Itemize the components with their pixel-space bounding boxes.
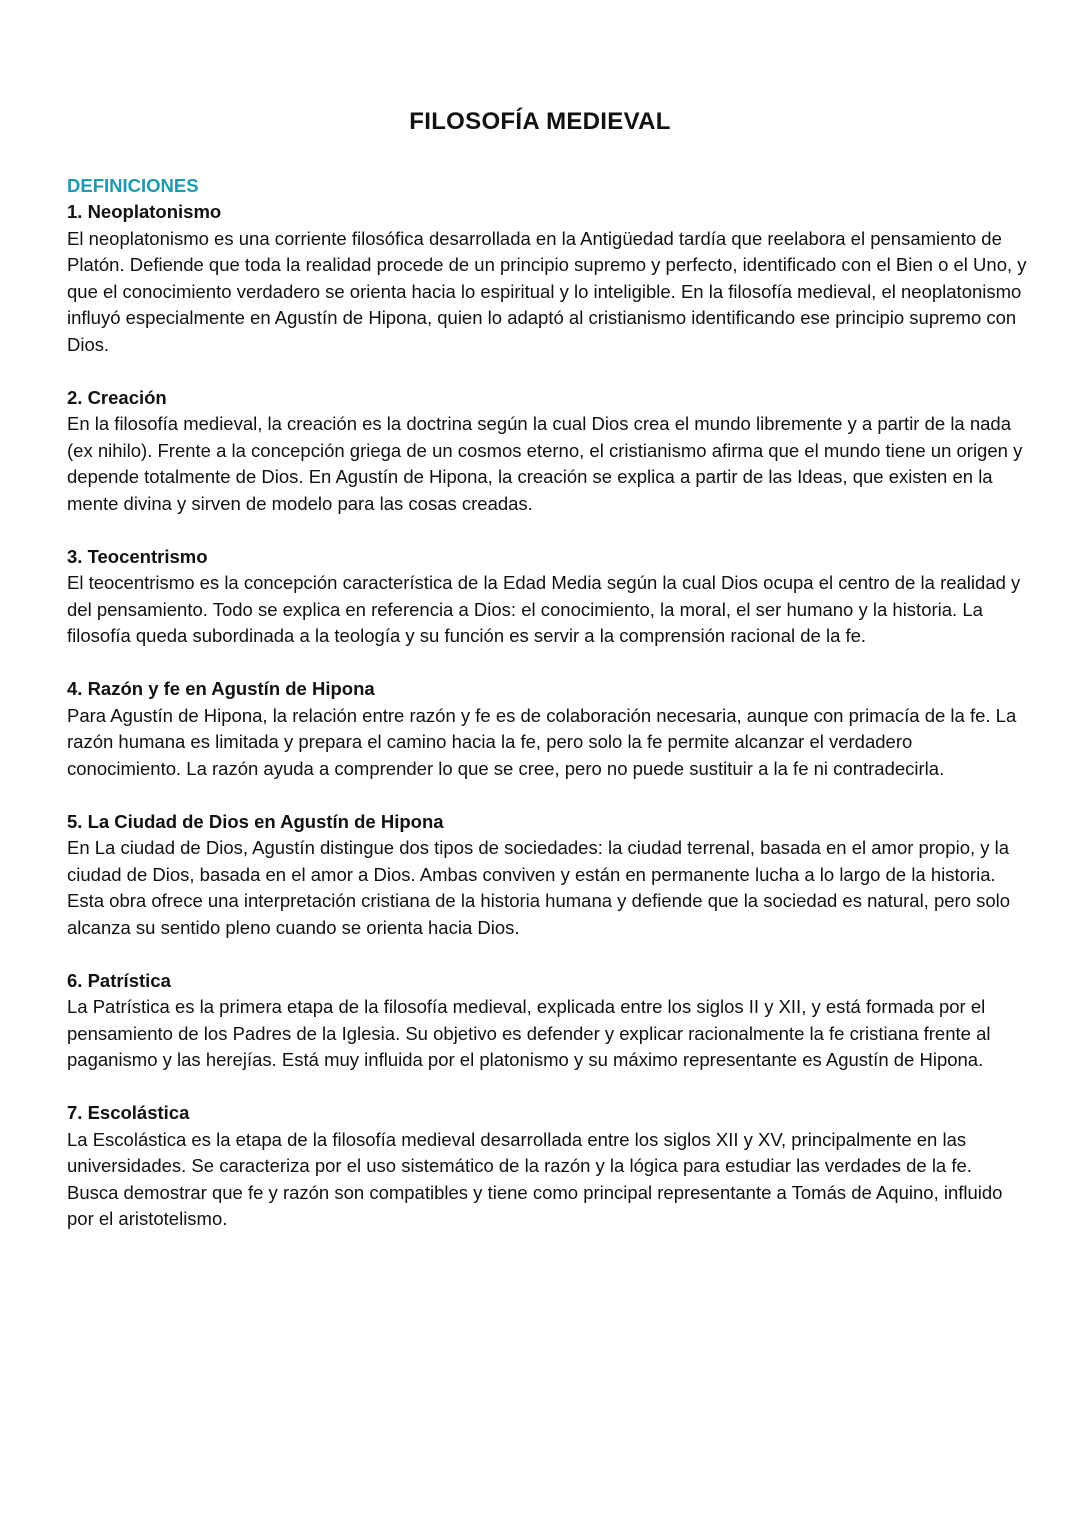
page-title: FILOSOFÍA MEDIEVAL bbox=[409, 108, 671, 135]
section-label: DEFINICIONES bbox=[67, 175, 199, 196]
definition-ciudad-de-dios bbox=[67, 809, 1027, 942]
definition-teocentrismo bbox=[67, 544, 1027, 650]
definition-neoplatonismo bbox=[67, 199, 1027, 358]
definition-text: El neoplatonismo es una corriente filosófica desarrollada en la Antigüedad tardía que reelabora el pensamiento de Platón. Defiende que toda la realidad procede de un principio supremo y perfecto, identificado con el Bien o el Uno, y que el conocimiento verdadero se orienta hacia lo espiritual y lo inteligible. En la filosofía medieval, el neoplatonismo influyó especialmente en Agustín de Hipona, quien lo adaptó al cristianismo identificando ese principio supremo con Dios. bbox=[67, 227, 1027, 355]
definition-text: La Patrística es la primera etapa de la filosofía medieval, explicada entre los siglos II y XII, y está formada por el pensamiento de los Padres de la Iglesia. Su objetivo es defender y explicar racionalmente la fe cristiana frente al paganismo y las herejías. Está muy influida por el platonismo y su máximo representante es Agustín de Hipona. bbox=[67, 996, 991, 1070]
definition-title: 2. Creación bbox=[67, 386, 167, 408]
definition-creacion bbox=[67, 385, 1027, 518]
definition-patristica bbox=[67, 968, 1027, 1074]
definition-title: 4. Razón y fe en Agustín de Hipona bbox=[67, 678, 375, 699]
definition-text: La Escolástica es la etapa de la filosofía medieval desarrollada entre los siglos XII y XV, principalmente en las universidades. Se caracteriza por el uso sistemático de la razón y la lógica para estudiar las verdades de la fe. Busca demostrar que fe y razón son compatibles y tiene como principal representante a Tomás de Aquino, influido por el aristotelismo. bbox=[67, 1128, 1003, 1229]
definition-title: 1. Neoplatonismo bbox=[67, 201, 222, 222]
definition-text: Para Agustín de Hipona, la relación entre razón y fe es de colaboración necesaria, aunque con primacía de la fe. La razón humana es limitada y prepara el camino hacia la fe, pero solo la fe permite alcanzar el verdadero conocimiento. La razón ayuda a comprender lo que se cree, pero no puede sustituir a la fe ni contradecirla. bbox=[67, 704, 1017, 779]
definition-title: 7. Escolástica bbox=[67, 1102, 190, 1123]
definition-text: En La ciudad de Dios, Agustín distingue dos tipos de sociedades: la ciudad terrenal, basada en el amor propio, y la ciudad de Dios, basada en el amor a Dios. Ambas conviven y están en permanente lucha a lo largo de la historia. Esta obra ofrece una interpretación cristiana de la historia humana y defiende que la sociedad es natural, pero solo alcanza su sentido pleno cuando se orienta hacia Dios. bbox=[67, 837, 1011, 938]
document-body bbox=[67, 172, 1027, 1259]
definition-title: 6. Patrística bbox=[67, 969, 171, 991]
definition-title: 5. La Ciudad de Dios en Agustín de Hipona bbox=[67, 810, 444, 832]
definition-text: El teocentrismo es la concepción característica de la Edad Media según la cual Dios ocupa el centro de la realidad y del pensamiento. Todo se explica en referencia a Dios: el conocimiento, la moral, el ser humano y la historia. La filosofía queda subordinada a la teología y su función es servir a la comprensión racional de la fe. bbox=[67, 572, 1021, 646]
definition-razon-y-fe bbox=[67, 676, 1027, 782]
definition-title: 3. Teocentrismo bbox=[67, 545, 208, 567]
definition-escolastica bbox=[67, 1100, 1027, 1233]
definition-text: En la filosofía medieval, la creación es la doctrina según la cual Dios crea el mundo libremente y a partir de la nada (ex nihilo). Frente a la concepción griega de un cosmos eterno, el cristianismo afirma que el mundo tiene un origen y depende totalmente de Dios. En Agustín de Hipona, la creación se explica a partir de las Ideas, que existen en la mente divina y sirven de modelo para las cosas creadas. bbox=[67, 413, 1023, 514]
